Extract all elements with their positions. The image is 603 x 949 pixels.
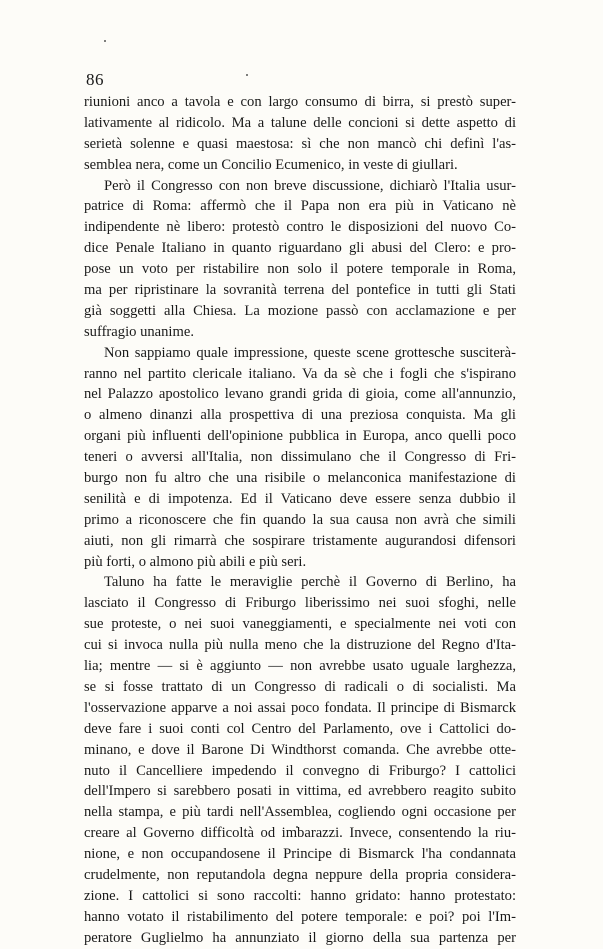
text-line: minano, e dove il Barone Di Windthorst comanda. Che avrebbe otte- <box>84 741 516 758</box>
text-line: nel Palazzo apostolico levano grandi grida di gioia, come all'annunzio, <box>84 386 516 403</box>
text-line: suffragio unanime. <box>84 323 194 340</box>
text-line: lativamente al ridicolo. Ma a talune delle concioni si dette aspetto di <box>84 114 516 131</box>
text-line: burgo non fu altro che una risibile o melanconica manifestazione di <box>84 470 516 487</box>
text-line: Non sappiamo quale impressione, queste scene grottesche susciterà- <box>104 344 516 361</box>
text-line: peratore Guglielmo ha annunziato il giorno della sua partenza per <box>84 929 516 946</box>
text-line: nella stampa, e più tardi nell'Assemblea, cogliendo ogni occasione per <box>84 804 516 821</box>
text-line: indipendente nè libero: protestò contro le disposizioni del nuovo Co- <box>84 219 516 236</box>
text-line: nione, e non occupandosene il Principe di Bismarck l'ha condannata <box>84 846 516 863</box>
text-line: serietà solenne e quasi maestosa: sì che non mancò chi definì l'as- <box>84 135 516 152</box>
text-line: Taluno ha fatte le meraviglie perchè il Governo di Berlino, ha <box>104 574 516 591</box>
text-line: nuto il Cancelliere impedendo il convegno di Friburgo? I cattolici <box>84 762 516 779</box>
text-line: semblea nera, come un Concilio Ecumenico, in veste di giullari. <box>84 156 458 173</box>
text-line: sue proteste, o nei suoi vaneggiamenti, e specialmente nei voti con <box>84 616 516 633</box>
text-line: cui si invoca nulla più nulla meno che la distruzione del Regno d'Ita- <box>84 637 516 654</box>
text-line: creare al Governo difficoltà od imbarazzi. Invece, consentendo la riu- <box>84 825 516 842</box>
text-line: ma per ripristinare la sovranità terrena del pontefice in tutti gli Stati <box>84 282 516 299</box>
text-line: primo a riconoscere che fin quando la sua causa non avrà che simili <box>84 511 516 528</box>
text-line: patrice di Roma: affermò che il Papa non era più in Vaticano nè <box>84 198 516 215</box>
text-line: più forti, o almono più abili e più seri. <box>84 553 307 570</box>
text-line: Però il Congresso con non breve discussione, dichiarò l'Italia usur- <box>104 177 516 194</box>
body-text <box>84 92 516 949</box>
paper-speck <box>246 74 248 76</box>
text-line: deve fare i suoi conti col Centro del Parlamento, ove i Cattolici do- <box>84 720 516 737</box>
text-line: teneri o avversi all'Italia, non dissimulano che il Congresso di Fri- <box>84 449 516 466</box>
text-line: crudelmente, non reputandola degna neppure della propria considera- <box>84 866 516 883</box>
text-line: lasciato il Congresso di Friburgo liberissimo nei suoi sfoghi, nelle <box>84 595 516 612</box>
page-number: 86 <box>86 70 104 89</box>
text-line: zione. I cattolici si sono raccolti: hanno gridato: hanno protestato: <box>84 887 516 904</box>
paragraph <box>84 343 516 573</box>
paragraph <box>84 92 516 176</box>
paragraph <box>84 572 516 948</box>
text-line: senilità e di impotenza. Ed il Vaticano deve essere senza dubbio il <box>84 490 516 507</box>
text-line: dell'Impero si sarebbero posati in vittima, ed avrebbero reagito subito <box>84 783 516 800</box>
text-line: dice Penale Italiano in quanto riguardano gli abusi del Clero: e pro- <box>84 240 516 257</box>
text-line: pose un voto per ristabilire non solo il potere temporale in Roma, <box>84 261 516 278</box>
text-line: riunioni anco a tavola e con largo consumo di birra, si prestò super- <box>84 94 516 110</box>
text-line: hanno votato il ristabilimento del potere temporale: e poi? poi l'Im- <box>84 908 516 925</box>
text-line: lia; mentre — si è aggiunto — non avrebbe usato uguale larghezza, <box>84 658 516 675</box>
text-line: o almeno dinanzi alla prospettiva di una preziosa conquista. Ma gli <box>84 407 516 424</box>
paper-speck <box>104 40 106 42</box>
text-line: già soggetti alla Chiesa. La mozione passò con acclamazione e per <box>84 302 516 319</box>
paragraph <box>84 176 516 343</box>
text-line: organi più influenti dell'opinione pubblica in Europa, anco quelli poco <box>84 428 516 445</box>
text-line: l'osservazione apparve a noi assai poco fondata. Il principe di Bismarck <box>84 699 516 716</box>
text-line: se si fosse trattato di un Congresso di radicali o di socialisti. Ma <box>84 678 516 695</box>
text-line: ranno nel partito clericale italiano. Va da sè che i fogli che s'ispirano <box>84 365 516 382</box>
text-line: aiuti, non gli rimarrà che sospirare tristamente augurandosi difensori <box>84 532 516 549</box>
